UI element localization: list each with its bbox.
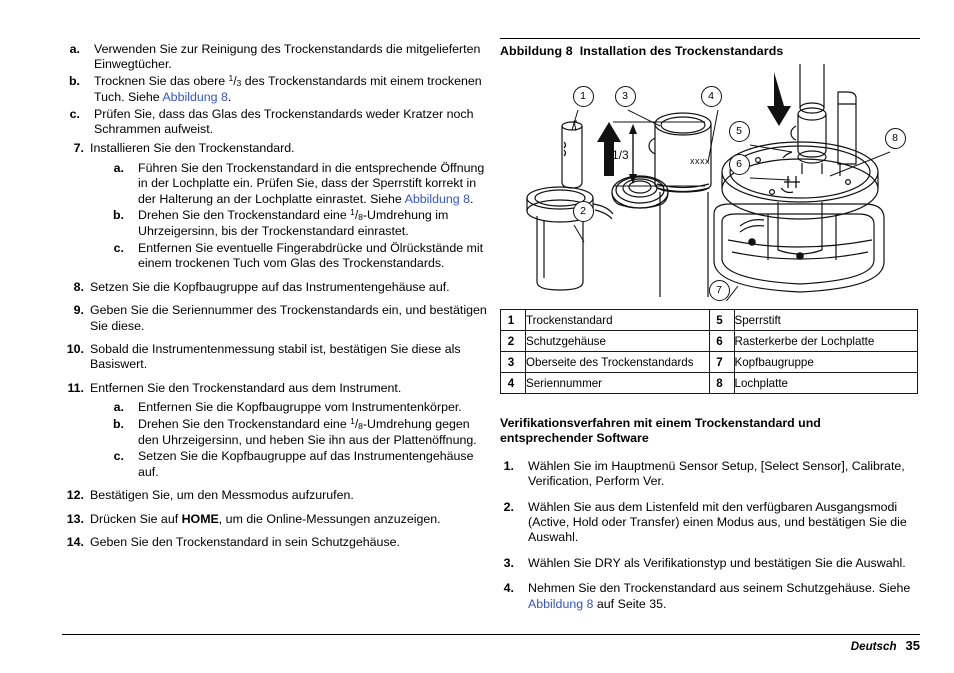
emphasis-text: HOME bbox=[181, 511, 219, 526]
substep-text: Prüfen Sie, dass das Glas des Trockenstandards weder Kratzer noch Schrammen aufweist. bbox=[94, 106, 474, 137]
step-text: Drücken Sie auf HOME, um die Online-Messungen anzuzeigen. bbox=[90, 511, 441, 526]
substep-text: Entfernen Sie die Kopfbaugruppe vom Instrumentenkörper. bbox=[138, 400, 462, 415]
substep-group bbox=[90, 161, 487, 272]
substep-item bbox=[62, 107, 487, 138]
substep-letter: c. bbox=[113, 240, 124, 255]
serial-number-marking: xxxx bbox=[690, 156, 710, 166]
legend-label: Schutzgehäuse bbox=[526, 331, 710, 352]
step-number: 13. bbox=[66, 511, 84, 526]
technical-illustration bbox=[500, 64, 920, 301]
substep-letter: b. bbox=[112, 208, 124, 223]
procedure-step-item bbox=[500, 556, 920, 571]
procedure-step-list bbox=[500, 459, 920, 612]
step-number: 9. bbox=[73, 303, 84, 318]
procedure-step-item bbox=[500, 459, 920, 490]
callout-marker-5: 5 bbox=[729, 121, 750, 142]
legend-label: Lochplatte bbox=[734, 373, 918, 394]
procedure-step-number: 4. bbox=[503, 581, 514, 596]
step-number: 12. bbox=[66, 488, 84, 503]
step-item bbox=[62, 512, 487, 527]
step-text: Setzen Sie die Kopfbaugruppe auf das Instrumentengehäuse auf. bbox=[90, 279, 450, 294]
legend-number: 5 bbox=[709, 310, 734, 331]
substep-text: Verwenden Sie zur Reinigung des Trockenstandards die mitgelieferten Einwegtücher. bbox=[94, 42, 481, 72]
substep-item bbox=[62, 42, 487, 73]
legend-label: Rasterkerbe der Lochplatte bbox=[734, 331, 918, 352]
legend-label: Sperrstift bbox=[734, 310, 918, 331]
figure-caption bbox=[500, 38, 920, 58]
substep-item bbox=[106, 208, 487, 240]
substep-text: Führen Sie den Trockenstandard in die entsprechende Öffnung in der Lochplatte ein. Prüfen Sie, dass der Sperrstift korrekt in der Halterung an der Lochplatte einrastet. Siehe Abbildung 8. bbox=[138, 160, 485, 206]
substep-item bbox=[106, 449, 487, 480]
legend-row bbox=[501, 331, 918, 352]
substep-item bbox=[62, 74, 487, 106]
legend-label: Kopfbaugruppe bbox=[734, 352, 918, 373]
substep-item bbox=[106, 241, 487, 272]
step-text: Geben Sie den Trockenstandard in sein Schutzgehäuse. bbox=[90, 534, 400, 549]
step-text: Entfernen Sie den Trockenstandard aus dem Instrument. bbox=[90, 380, 402, 395]
callout-marker-8: 8 bbox=[885, 128, 906, 149]
substep-text: Drehen Sie den Trockenstandard eine $^1/_8$-Umdrehung im Uhrzeigersinn, bis der Trockenstandard einrastet. bbox=[138, 207, 449, 239]
callout-marker-2: 2 bbox=[573, 201, 594, 222]
legend-label: Seriennummer bbox=[526, 373, 710, 394]
legend-number: 2 bbox=[501, 331, 526, 352]
procedure-step-item bbox=[500, 500, 920, 546]
figure-caption-number: Abbildung 8 bbox=[500, 44, 573, 58]
substep-letter: b. bbox=[112, 416, 124, 431]
left-text-column bbox=[62, 38, 487, 558]
legend-number: 7 bbox=[709, 352, 734, 373]
cross-reference-link[interactable]: Abbildung 8 bbox=[404, 191, 471, 206]
substep-text: Trocknen Sie das obere $^1/_3$ des Trockenstandards mit einem trockenen Tuch. Siehe Abbildung 8. bbox=[94, 72, 482, 105]
one-third-label: 1/3 bbox=[612, 148, 629, 162]
substep-letter: a. bbox=[69, 42, 80, 56]
legend-label: Oberseite des Trockenstandards bbox=[526, 352, 710, 373]
substep-letter: a. bbox=[113, 160, 124, 175]
substep-text: Drehen Sie den Trockenstandard eine $^1/_8$-Umdrehung gegen den Uhrzeigersinn, und heben Sie ihn aus der Plattenöffnung. bbox=[138, 415, 477, 447]
callout-marker-7: 7 bbox=[709, 280, 730, 301]
procedure-step-text: Nehmen Sie den Trockenstandard aus seinem Schutzgehäuse. Siehe Abbildung 8 auf Seite 35. bbox=[528, 581, 911, 611]
legend-number: 4 bbox=[501, 373, 526, 394]
legend-number: 1 bbox=[501, 310, 526, 331]
fraction: $^1/_8$ bbox=[350, 415, 363, 431]
substep-item bbox=[106, 417, 487, 449]
legend-row bbox=[501, 310, 918, 331]
legend-row bbox=[501, 352, 918, 373]
footer-language: Deutsch bbox=[850, 640, 897, 653]
procedure-step-text: Wählen Sie aus dem Listenfeld mit den verfügbaren Ausgangsmodi (Active, Hold oder Transfer) einen Modus aus, und bestätigen Sie die Auswahl. bbox=[528, 499, 907, 545]
step-text: Bestätigen Sie, um den Messmodus aufzurufen. bbox=[90, 488, 354, 503]
legend-label: Trockenstandard bbox=[526, 310, 710, 331]
substep-letter: c. bbox=[69, 106, 80, 121]
step-item bbox=[62, 381, 487, 480]
footer-page-number: 35 bbox=[905, 638, 920, 653]
callout-marker-4: 4 bbox=[701, 86, 722, 107]
substep-letter: a. bbox=[113, 400, 124, 415]
step-item bbox=[62, 303, 487, 334]
figure-caption-title: Installation des Trockenstandards bbox=[579, 44, 784, 58]
fraction: $^1/_8$ bbox=[350, 207, 363, 223]
procedure-step-text: Wählen Sie DRY als Verifikationstyp und bestätigen Sie die Auswahl. bbox=[528, 555, 906, 570]
step-item bbox=[62, 342, 487, 373]
step-text: Sobald die Instrumentenmessung stabil ist, bestätigen Sie diese als Basiswert. bbox=[90, 341, 461, 372]
step-number: 11. bbox=[67, 380, 84, 395]
continued-substep-list bbox=[62, 42, 487, 137]
step-item bbox=[62, 488, 487, 503]
step-item bbox=[62, 141, 487, 271]
substep-letter: c. bbox=[113, 449, 124, 464]
step-number: 7. bbox=[73, 141, 84, 156]
step-number: 10. bbox=[66, 341, 84, 356]
step-text: Installieren Sie den Trockenstandard. bbox=[90, 141, 295, 156]
main-step-list bbox=[62, 141, 487, 550]
procedure-step-number: 2. bbox=[503, 499, 514, 514]
fraction: $^1/_3$ bbox=[228, 72, 242, 88]
substep-text: Setzen Sie die Kopfbaugruppe auf das Instrumentengehäuse auf. bbox=[138, 449, 474, 479]
procedure-step-number: 1. bbox=[503, 458, 514, 473]
callout-layer bbox=[500, 64, 920, 301]
substep-item bbox=[106, 400, 487, 415]
substep-letter: b. bbox=[68, 73, 80, 88]
legend-row bbox=[501, 373, 918, 394]
callout-marker-3: 3 bbox=[615, 86, 636, 107]
substep-item bbox=[106, 161, 487, 207]
step-item bbox=[62, 535, 487, 550]
procedure-step-text: Wählen Sie im Hauptmenü Sensor Setup, [Select Sensor], Calibrate, Verification, Perform Ver. bbox=[528, 458, 905, 489]
step-number: 8. bbox=[73, 279, 84, 294]
callout-marker-6: 6 bbox=[729, 154, 750, 175]
cross-reference-link[interactable]: Abbildung 8 bbox=[162, 90, 228, 105]
procedure-heading bbox=[500, 416, 920, 447]
substep-group bbox=[90, 400, 487, 480]
right-figure-column bbox=[500, 38, 920, 622]
page-footer bbox=[62, 634, 920, 653]
procedure-heading-line2: entsprechender Software bbox=[500, 431, 649, 446]
procedure-heading-line1: Verifikationsverfahren mit einem Trockenstandard und bbox=[500, 416, 821, 430]
step-text: Geben Sie die Seriennummer des Trockenstandards ein, und bestätigen Sie diese. bbox=[90, 303, 487, 333]
step-number: 14. bbox=[66, 534, 84, 549]
substep-text: Entfernen Sie eventuelle Fingerabdrücke und Ölrückstände mit einem trockenen Tuch vom Glas des Trockenstandards. bbox=[138, 240, 484, 271]
legend-number: 6 bbox=[709, 331, 734, 352]
procedure-step-number: 3. bbox=[503, 555, 514, 570]
figure-legend-table bbox=[500, 309, 918, 394]
step-item bbox=[62, 280, 487, 295]
procedure-step-item bbox=[500, 581, 920, 612]
legend-number: 8 bbox=[709, 373, 734, 394]
cross-reference-link[interactable]: Abbildung 8 bbox=[528, 596, 594, 611]
legend-number: 3 bbox=[501, 352, 526, 373]
callout-marker-1: 1 bbox=[573, 86, 594, 107]
